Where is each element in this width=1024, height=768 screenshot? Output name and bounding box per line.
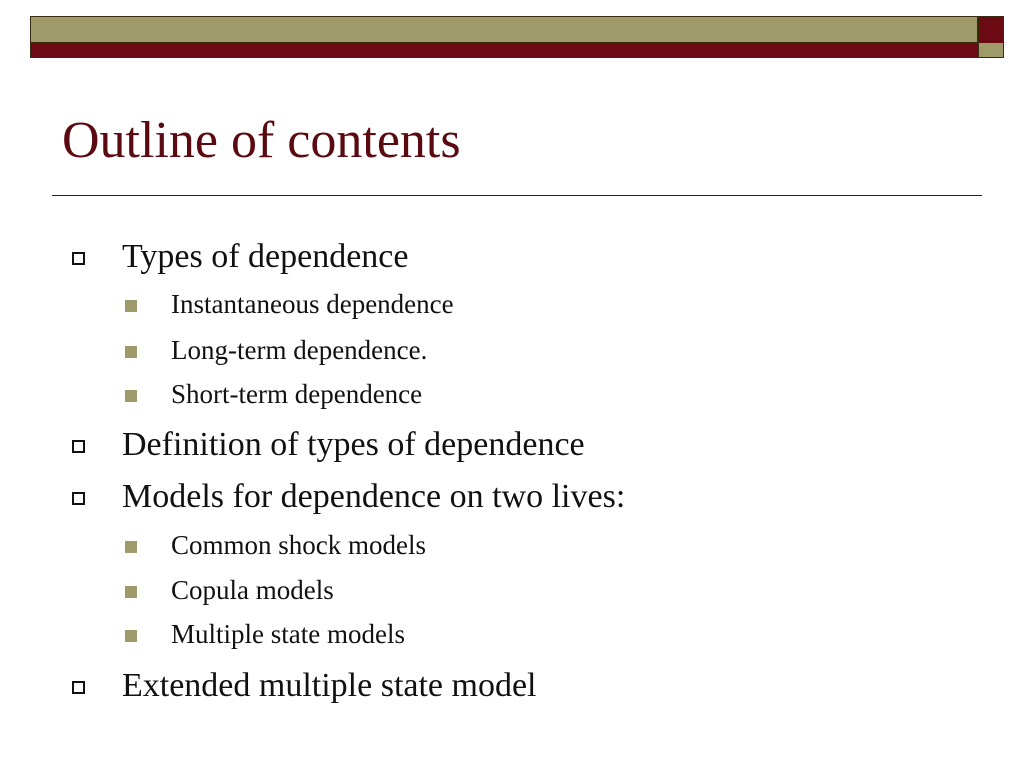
hollow-square-icon <box>72 492 85 505</box>
outline-subitem-label: Multiple state models <box>171 619 405 649</box>
outline-subitem-label: Copula models <box>171 575 334 605</box>
filled-square-icon <box>125 346 137 358</box>
filled-square-icon <box>125 300 137 312</box>
filled-square-icon <box>125 630 137 642</box>
filled-square-icon <box>125 586 137 598</box>
hollow-square-icon <box>72 440 85 453</box>
outline-subitem-label: Common shock models <box>171 530 426 560</box>
outline-item-label: Models for dependence on two lives: <box>122 478 626 515</box>
outline-subitem-label: Instantaneous dependence <box>171 289 454 319</box>
hollow-square-icon <box>72 252 85 265</box>
slide-title: Outline of contents <box>62 112 461 169</box>
filled-square-icon <box>125 541 137 553</box>
outline-item-label: Extended multiple state model <box>122 667 537 704</box>
outline-subitem-label: Short-term dependence <box>171 379 423 409</box>
hollow-square-icon <box>72 681 85 694</box>
outline-subitem-label: Long-term dependence. <box>171 335 428 365</box>
outline-item-label: Definition of types of dependence <box>122 426 585 463</box>
filled-square-icon <box>125 390 137 402</box>
outline-item-label: Types of dependence <box>122 238 409 275</box>
